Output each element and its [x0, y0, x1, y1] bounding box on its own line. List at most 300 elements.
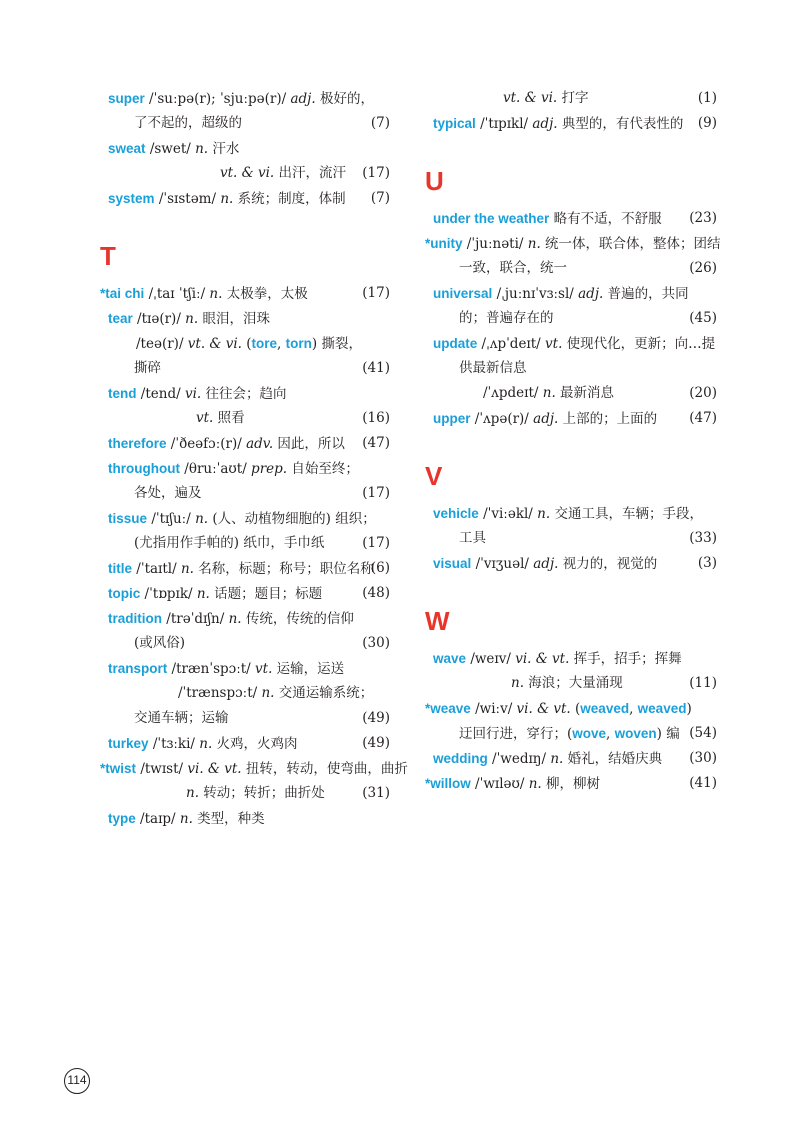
- entry-line: [425, 306, 717, 331]
- glossary-entry: [100, 456, 390, 506]
- definition-text: 交通运输系统；: [274, 685, 374, 701]
- page-reference: (47): [689, 410, 717, 426]
- entry-line: [425, 256, 717, 281]
- part-of-speech: vi. & vt.: [187, 761, 242, 777]
- part-of-speech: vi. & vt.: [516, 701, 571, 717]
- entry-text: [433, 331, 715, 357]
- part-of-speech: prep.: [251, 461, 288, 477]
- definition-text: /tend/: [136, 386, 185, 402]
- headword: universal: [433, 286, 493, 301]
- entry-line: [100, 381, 390, 406]
- glossary-entry: [425, 746, 717, 771]
- entry-text: [511, 671, 623, 696]
- part-of-speech: n.: [209, 286, 223, 302]
- headword: upper: [433, 411, 471, 426]
- entry-line: [100, 806, 390, 831]
- headword: tend: [108, 386, 137, 401]
- entry-text: [433, 281, 689, 307]
- part-of-speech: vt.: [255, 661, 273, 677]
- definition-text: /θruːˈaʊt/: [179, 461, 252, 477]
- page-reference: (17): [362, 535, 390, 551]
- entry-text: [433, 111, 683, 137]
- entry-text: [459, 356, 527, 381]
- glossary-entry: [425, 331, 717, 406]
- page-reference: (23): [689, 210, 717, 226]
- glossary-entry: [100, 381, 390, 431]
- definition-text: 柳，柳树: [541, 776, 601, 792]
- entry-text: [134, 111, 242, 136]
- entry-line: [100, 281, 390, 306]
- part-of-speech: n.: [186, 785, 199, 801]
- entry-text: [108, 581, 322, 607]
- page-reference: (45): [689, 310, 717, 326]
- entry-line: [100, 581, 390, 606]
- entry-line: [100, 331, 390, 356]
- definition-text: 撕碎: [134, 360, 161, 376]
- definition-text: 出汗，流汗: [274, 165, 346, 181]
- definition-text: (尤指用作手帕的) 纸巾，手巾纸: [134, 535, 325, 551]
- part-of-speech: n.: [185, 311, 199, 327]
- definition-text: 视力的，视觉的: [558, 556, 658, 572]
- definition-text: ,: [629, 701, 638, 717]
- inflected-form: wove: [572, 726, 607, 741]
- entry-text: [433, 646, 682, 672]
- entry-text: [459, 306, 554, 331]
- entry-line: [425, 206, 717, 231]
- entry-text: [108, 86, 374, 112]
- entry-line: [100, 161, 390, 186]
- entry-text: [108, 606, 354, 632]
- definition-text: 转动；转折；曲折处: [199, 785, 325, 801]
- definition-text: ,: [277, 336, 286, 352]
- headword: unity: [430, 236, 463, 251]
- entry-line: [425, 646, 717, 671]
- section-letter: U: [425, 166, 444, 196]
- part-of-speech: n.: [527, 236, 541, 252]
- definition-text: /ˈtaɪtl/: [132, 561, 181, 577]
- headword: under the weather: [433, 211, 550, 226]
- headword: super: [108, 91, 145, 106]
- part-of-speech: vi. & vt.: [515, 651, 570, 667]
- entry-line: [100, 531, 390, 556]
- headword: turkey: [108, 736, 149, 751]
- glossary-entry: [100, 731, 390, 756]
- entry-text: [108, 806, 265, 832]
- definition-text: /trəˈdɪʃn/: [162, 611, 229, 627]
- glossary-entry: [100, 806, 390, 831]
- entry-line: [425, 771, 717, 796]
- entry-line: [100, 556, 390, 581]
- headword: weave: [430, 701, 471, 716]
- part-of-speech: n.: [550, 751, 564, 767]
- glossary-entry: [425, 206, 717, 231]
- page-reference: (9): [697, 115, 717, 131]
- entry-line: [100, 706, 390, 731]
- page-number: 114: [64, 1068, 90, 1094]
- definition-text: /wiːv/: [470, 701, 517, 717]
- glossary-entry: [100, 556, 390, 581]
- page-reference: (30): [689, 750, 717, 766]
- definition-text: 火鸡，火鸡肉: [212, 736, 298, 752]
- headword: topic: [108, 586, 141, 601]
- glossary-entry: [425, 501, 717, 551]
- definition-text: 自始至终；: [287, 461, 359, 477]
- definition-text: 使现代化，更新；向…提: [562, 336, 716, 352]
- entry-text: [433, 551, 657, 577]
- entry-text: [459, 256, 567, 281]
- definition-text: 眼泪，泪珠: [198, 311, 270, 327]
- definition-text: 系统；制度，体制: [233, 191, 346, 207]
- page-reference: (7): [370, 115, 390, 131]
- entry-text: [100, 281, 308, 307]
- headword: visual: [433, 556, 472, 571]
- entry-line: [100, 356, 390, 381]
- part-of-speech: vt. & vi.: [503, 90, 558, 106]
- definition-text: 普遍的，共同: [603, 286, 689, 302]
- entry-text: [108, 306, 270, 332]
- asterisk-marker: *: [425, 701, 431, 716]
- entry-text: [220, 161, 346, 186]
- definition-text: 交通车辆；运输: [134, 710, 229, 726]
- definition-text: 汗水: [208, 141, 240, 157]
- entry-text: [108, 506, 376, 532]
- glossary-entry: [425, 111, 717, 136]
- entry-text: [425, 231, 721, 257]
- definition-text: /tɪə(r)/: [132, 311, 186, 327]
- entry-text: [433, 206, 662, 232]
- headword: type: [108, 811, 136, 826]
- entry-line: [100, 606, 390, 631]
- inflected-form: woven: [614, 726, 657, 741]
- entry-line: [100, 456, 390, 481]
- definition-text: /swet/: [145, 141, 196, 157]
- entry-line: [425, 406, 717, 431]
- part-of-speech: n.: [196, 586, 210, 602]
- entry-line: [100, 631, 390, 656]
- definition-text: 统一体，联合体，整体；团结: [540, 236, 721, 252]
- entry-line: [425, 231, 721, 256]
- headword: tissue: [108, 511, 148, 526]
- entry-text: [108, 556, 374, 582]
- part-of-speech: n.: [528, 776, 542, 792]
- entry-line: [100, 681, 390, 706]
- part-of-speech: n.: [195, 141, 209, 157]
- part-of-speech: vt.: [196, 410, 214, 426]
- page-reference: (49): [362, 710, 390, 726]
- page-reference: (6): [370, 560, 390, 576]
- definition-text: /ˈsɪstəm/: [154, 191, 221, 207]
- asterisk-marker: *: [425, 236, 431, 251]
- inflected-form: torn: [285, 336, 312, 351]
- glossary-entry: [100, 431, 390, 456]
- entry-text: [425, 771, 600, 797]
- definition-text: /ˈwedɪŋ/: [487, 751, 551, 767]
- page-reference: (48): [362, 585, 390, 601]
- entry-line: [100, 306, 390, 331]
- entry-text: [503, 86, 588, 111]
- definition-text: /teə(r)/: [136, 336, 188, 352]
- glossary-entry: [100, 306, 390, 381]
- headword: therefore: [108, 436, 167, 451]
- definition-text: 了不起的，超级的: [134, 115, 242, 131]
- definition-text: /ˈtɒpɪk/: [140, 586, 197, 602]
- headword: sweat: [108, 141, 146, 156]
- definition-text: 照看: [213, 410, 245, 426]
- entry-line: [425, 696, 717, 721]
- part-of-speech: vi.: [184, 386, 202, 402]
- part-of-speech: vt. & vi.: [220, 165, 275, 181]
- page-reference: (54): [689, 725, 717, 741]
- entry-text: [134, 356, 161, 381]
- glossary-entry: [425, 281, 717, 331]
- glossary-entry: [425, 231, 721, 281]
- glossary-entry: [425, 551, 717, 576]
- definition-text: 名称，标题；称号；职位名称: [193, 561, 374, 577]
- definition-text: 挥手，招手；挥舞: [569, 651, 682, 667]
- page-reference: (3): [697, 555, 717, 571]
- entry-line: [425, 381, 717, 406]
- page-reference: (41): [362, 360, 390, 376]
- entry-line: [100, 431, 390, 456]
- entry-line: [425, 721, 717, 746]
- entry-line: [425, 111, 717, 136]
- glossary-entry: [100, 756, 408, 806]
- definition-text: 的；普遍存在的: [459, 310, 554, 326]
- entry-text: [108, 186, 346, 212]
- definition-text: 最新消息: [555, 385, 615, 401]
- definition-text: /ˈtɜːki/: [148, 736, 200, 752]
- definition-text: 工具: [459, 530, 486, 546]
- part-of-speech: n.: [195, 511, 209, 527]
- part-of-speech: n.: [179, 811, 193, 827]
- entry-text: [459, 721, 680, 747]
- glossary-column-right: [425, 86, 721, 796]
- entry-text: [186, 781, 325, 806]
- inflected-form: weaved: [580, 701, 630, 716]
- entry-text: [433, 406, 657, 432]
- entry-line: [100, 506, 390, 531]
- glossary-entry: [100, 606, 390, 656]
- part-of-speech: adj.: [578, 286, 604, 302]
- glossary-entry: [100, 136, 390, 186]
- entry-text: [134, 631, 185, 656]
- entry-line: [425, 281, 717, 306]
- section-letter: T: [100, 241, 116, 271]
- headword: wedding: [433, 751, 488, 766]
- entry-line: [100, 781, 390, 806]
- definition-text: /ˈsuːpə(r); ˈsjuːpə(r)/: [144, 91, 291, 107]
- part-of-speech: n.: [180, 561, 194, 577]
- page-reference: (17): [362, 285, 390, 301]
- headword: wave: [433, 651, 467, 666]
- glossary-entry: [425, 696, 717, 746]
- definition-text: 婚礼，结婚庆典: [563, 751, 663, 767]
- headword: system: [108, 191, 155, 206]
- definition-text: 太极拳，太极: [222, 286, 308, 302]
- entry-text: [433, 501, 703, 527]
- glossary-entry: [425, 771, 717, 796]
- part-of-speech: n.: [537, 506, 551, 522]
- entry-text: [108, 456, 359, 482]
- entry-line: [100, 186, 390, 211]
- entry-line: [100, 756, 408, 781]
- part-of-speech: n.: [220, 191, 234, 207]
- part-of-speech: adj.: [532, 116, 558, 132]
- part-of-speech: adj.: [533, 411, 559, 427]
- glossary-entry: [100, 506, 390, 556]
- definition-text: /weɪv/: [466, 651, 516, 667]
- definition-text: /ˈviːəkl/: [478, 506, 538, 522]
- part-of-speech: adv.: [246, 436, 274, 452]
- definition-text: 略有不适，不舒服: [549, 211, 662, 227]
- definition-text: 往往会；趋向: [201, 386, 287, 402]
- entry-text: [108, 381, 286, 407]
- headword: transport: [108, 661, 168, 676]
- definition-text: ): [686, 701, 692, 717]
- definition-text: ,: [606, 726, 615, 742]
- entry-text: [108, 731, 298, 757]
- glossary-entry: [100, 581, 390, 606]
- entry-line: [100, 481, 390, 506]
- definition-text: (人、动植物细胞的) 组织；: [208, 511, 376, 527]
- headword: tradition: [108, 611, 162, 626]
- entry-text: [134, 531, 324, 556]
- definition-text: 海浪；大量涌现: [524, 675, 623, 691]
- entry-line: [100, 86, 390, 111]
- page-reference: (16): [362, 410, 390, 426]
- glossary-entry: [100, 86, 390, 136]
- entry-line: [100, 136, 390, 161]
- entry-text: [433, 746, 662, 772]
- definition-text: /ˈtɪpɪkl/: [475, 116, 533, 132]
- definition-text: 上部的；上面的: [558, 411, 658, 427]
- entry-line: [425, 331, 717, 356]
- definition-text: /ˌtaɪ ˈtʃiː/: [144, 286, 210, 302]
- entry-line: [425, 671, 717, 696]
- glossary-entry: [100, 656, 390, 731]
- definition-text: /twɪst/: [136, 761, 188, 777]
- asterisk-marker: *: [100, 286, 106, 301]
- definition-text: /ˌʌpˈdeɪt/: [477, 336, 546, 352]
- definition-text: ) 编: [656, 726, 680, 742]
- definition-text: /trænˈspɔːt/: [167, 661, 256, 677]
- entry-text: [108, 431, 345, 457]
- definition-text: 扭转，转动，使弯曲，曲折: [241, 761, 408, 777]
- definition-text: /ˈtɪʃuː/: [147, 511, 196, 527]
- entry-text: [134, 481, 202, 506]
- entry-line: [425, 501, 717, 526]
- asterisk-marker: *: [425, 776, 431, 791]
- glossary-entry: [100, 281, 390, 306]
- entry-text: [134, 706, 229, 731]
- page-reference: (33): [689, 530, 717, 546]
- part-of-speech: n.: [228, 611, 242, 627]
- section-letter: V: [425, 461, 443, 491]
- glossary-entry: [100, 186, 390, 211]
- definition-text: /ˈʌpdeɪt/: [483, 385, 543, 401]
- glossary-entry: [425, 646, 717, 696]
- entry-text: [136, 331, 362, 357]
- glossary-entry: [425, 406, 717, 431]
- entry-text: [108, 656, 344, 682]
- definition-text: ) 撕裂，: [311, 336, 362, 352]
- definition-text: 一致，联合，统一: [459, 260, 567, 276]
- section-letter: W: [425, 606, 450, 636]
- page-reference: (49): [362, 735, 390, 751]
- page-reference: (41): [689, 775, 717, 791]
- definition-text: 类型，种类: [192, 811, 265, 827]
- glossary-column-left: [100, 86, 408, 831]
- part-of-speech: vt.: [545, 336, 563, 352]
- asterisk-marker: *: [100, 761, 106, 776]
- inflected-form: tore: [251, 336, 278, 351]
- definition-text: 迂回行进，穿行；(: [459, 726, 573, 742]
- headword: twist: [105, 761, 137, 776]
- entry-line: [425, 86, 717, 111]
- definition-text: 话题；题目；标题: [209, 586, 323, 602]
- definition-text: /ˈðeəfɔː(r)/: [166, 436, 247, 452]
- definition-text: 运输，运送: [272, 661, 345, 677]
- page-reference: (30): [362, 635, 390, 651]
- headword: willow: [430, 776, 471, 791]
- page-reference: (11): [689, 675, 717, 691]
- page-reference: (7): [370, 190, 390, 206]
- definition-text: (: [570, 701, 581, 717]
- definition-text: 交通工具，车辆；手段，: [550, 506, 703, 522]
- headword: tear: [108, 311, 133, 326]
- entry-line: [425, 746, 717, 771]
- entry-text: [108, 136, 239, 162]
- entry-line: [100, 111, 390, 136]
- part-of-speech: vt. & vi.: [187, 336, 242, 352]
- entry-text: [483, 381, 614, 406]
- definition-text: 典型的，有代表性的: [557, 116, 684, 132]
- page-reference: (1): [697, 90, 717, 106]
- glossary-entry: [425, 86, 717, 111]
- part-of-speech: adj.: [290, 91, 316, 107]
- entry-line: [100, 656, 390, 681]
- part-of-speech: n.: [261, 685, 275, 701]
- definition-text: /ˌjuːnɪˈvɜːsl/: [492, 286, 579, 302]
- headword: vehicle: [433, 506, 479, 521]
- inflected-form: weaved: [637, 701, 687, 716]
- page-reference: (17): [362, 485, 390, 501]
- definition-text: (或风俗): [134, 635, 186, 651]
- definition-text: 各处，遍及: [134, 485, 202, 501]
- definition-text: 因此，所以: [273, 436, 345, 452]
- entry-text: [196, 406, 245, 431]
- page-reference: (31): [362, 785, 390, 801]
- definition-text: /ˈʌpə(r)/: [470, 411, 534, 427]
- headword: title: [108, 561, 133, 576]
- entry-line: [425, 551, 717, 576]
- page-reference: (20): [689, 385, 717, 401]
- definition-text: (: [241, 336, 252, 352]
- definition-text: /ˈtrænspɔːt/: [178, 685, 262, 701]
- part-of-speech: n.: [511, 675, 524, 691]
- headword: tai chi: [105, 286, 145, 301]
- headword: update: [433, 336, 478, 351]
- page-reference: (26): [689, 260, 717, 276]
- entry-text: [459, 526, 486, 551]
- definition-text: 打字: [557, 90, 589, 106]
- entry-line: [100, 731, 390, 756]
- definition-text: 极好的，: [315, 91, 374, 107]
- headword: throughout: [108, 461, 180, 476]
- entry-text: [425, 696, 692, 722]
- entry-text: [100, 756, 408, 782]
- entry-line: [100, 406, 390, 431]
